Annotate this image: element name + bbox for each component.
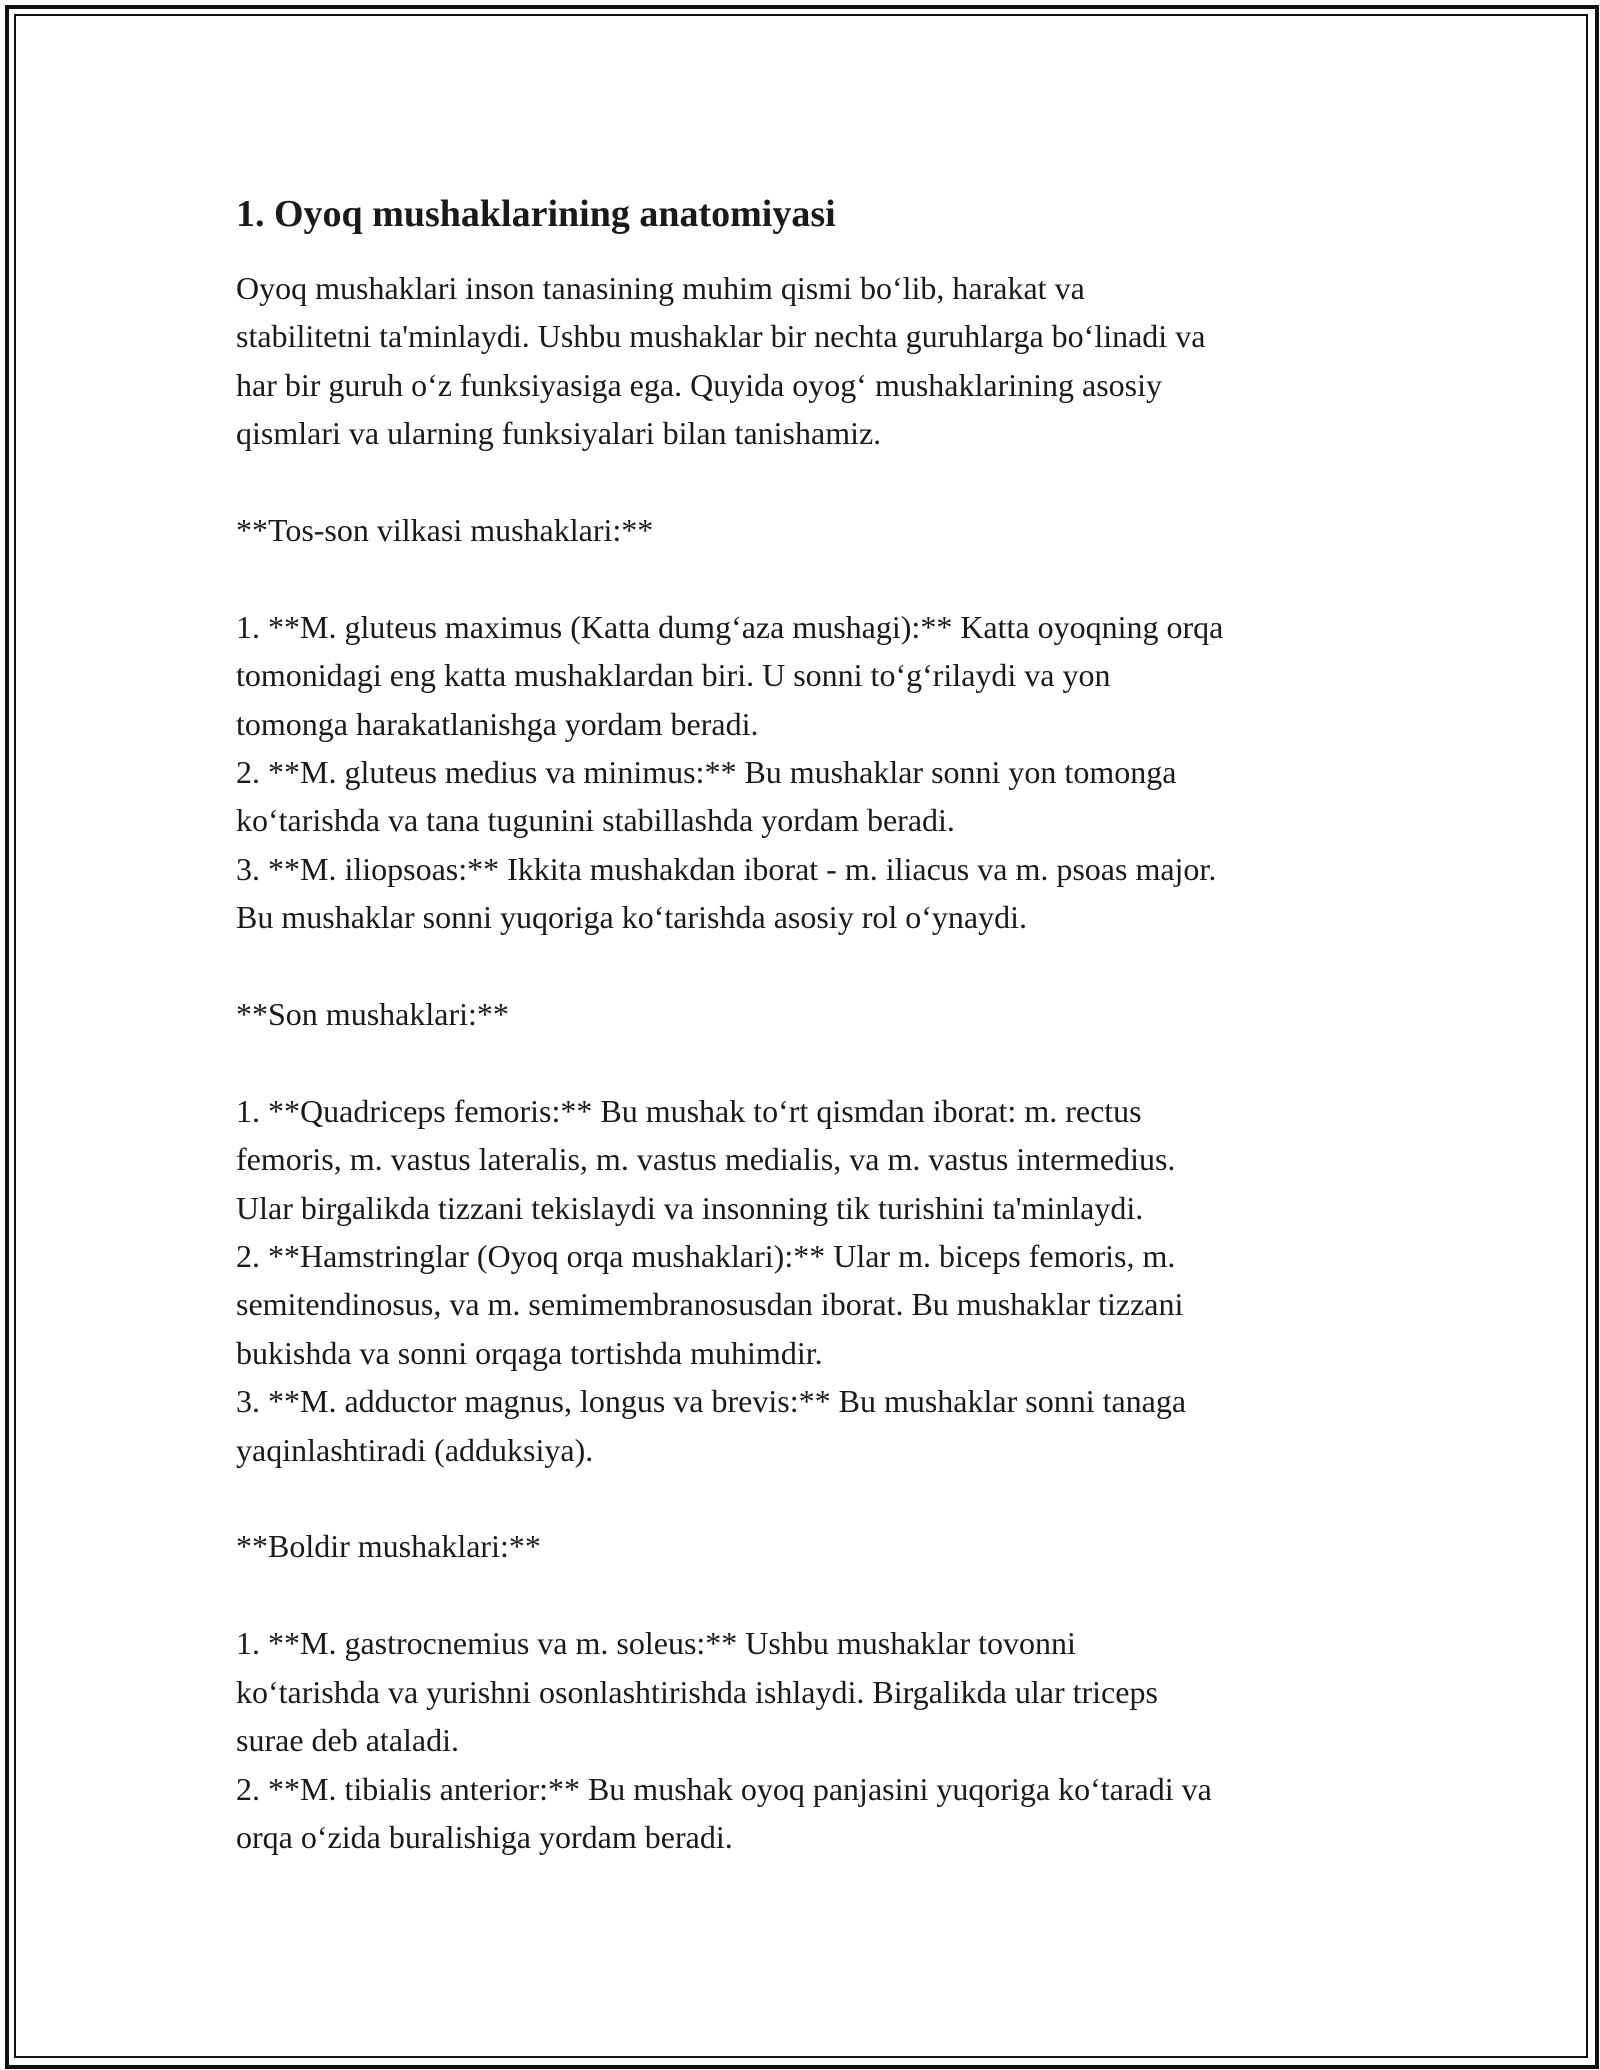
list-line: 1. **M. gluteus maximus (Katta dumg‘aza mushagi):** Katta oyoqning orqa — [236, 608, 1224, 645]
list-line: 2. **M. tibialis anterior:** Bu mushak oyoq panjasini yuqoriga ko‘taradi va — [236, 1770, 1212, 1807]
list-line: 3. **M. adductor magnus, longus va brevis:** Bu mushaklar sonni tanaga — [236, 1383, 1187, 1420]
spacer — [236, 1571, 1376, 1619]
document-body — [236, 186, 1376, 1861]
list-line: 3. **M. iliopsoas:** Ikkita mushakdan iborat - m. iliacus va m. psoas major. — [236, 850, 1217, 887]
section-heading: **Boldir mushaklari:** — [236, 1528, 541, 1565]
list-line: tomonidagi eng katta mushaklardan biri. U sonni to‘g‘rilaydi va yon — [236, 657, 1111, 694]
spacer — [236, 554, 1376, 602]
section-calf-muscles — [236, 1522, 1376, 1861]
intro-paragraph — [236, 264, 1376, 458]
list-line: surae deb ataladi. — [236, 1722, 459, 1759]
list-line: tomonga harakatlanishga yordam beradi. — [236, 705, 759, 742]
list-line: ko‘tarishda va tana tugunini stabillashda yordam beradi. — [236, 802, 955, 839]
page-title: 1. Oyoq mushaklarining anatomiyasi — [236, 193, 836, 235]
list-line: yaqinlashtiradi (adduksiya). — [236, 1431, 594, 1468]
spacer — [236, 458, 1376, 506]
section-thigh-muscles — [236, 990, 1376, 1474]
list-line: Bu mushaklar sonni yuqoriga ko‘tarishda asosiy rol o‘ynaydi. — [236, 899, 1027, 936]
section-heading: **Tos-son vilkasi mushaklari:** — [236, 512, 654, 549]
section-pelvic-muscles — [236, 506, 1376, 942]
list-line: orqa o‘zida buralishiga yordam beradi. — [236, 1818, 733, 1855]
intro-line: Oyoq mushaklari inson tanasining muhim qismi bo‘lib, harakat va — [236, 270, 1085, 306]
list-line: ko‘tarishda va yurishni osonlashtirishda ishlaydi. Birgalikda ular triceps — [236, 1673, 1158, 1710]
list-line: semitendinosus, va m. semimembranosusdan iborat. Bu mushaklar tizzani — [236, 1286, 1184, 1323]
spacer — [236, 1474, 1376, 1522]
intro-line: stabilitetni ta'minlaydi. Ushbu mushaklar bir nechta guruhlarga bo‘linadi va — [236, 318, 1206, 355]
spacer — [236, 1038, 1376, 1086]
intro-line: qismlari va ularning funksiyalari bilan tanishamiz. — [236, 415, 882, 452]
list-line: 1. **Quadriceps femoris:** Bu mushak to‘rt qismdan iborat: m. rectus — [236, 1092, 1142, 1129]
section-heading: **Son mushaklari:** — [236, 996, 509, 1033]
list-line: bukishda va sonni orqaga tortishda muhimdir. — [236, 1334, 823, 1371]
list-line: femoris, m. vastus lateralis, m. vastus medialis, va m. vastus intermedius. — [236, 1141, 1176, 1178]
list-line: Ular birgalikda tizzani tekislaydi va insonning tik turishini ta'minlaydi. — [236, 1189, 1144, 1226]
list-line: 1. **M. gastrocnemius va m. soleus:** Ushbu mushaklar tovonni — [236, 1625, 1076, 1662]
spacer — [236, 942, 1376, 990]
list-line: 2. **M. gluteus medius va minimus:** Bu mushaklar sonni yon tomonga — [236, 754, 1177, 791]
intro-line: har bir guruh o‘z funksiyasiga ega. Quyida oyog‘ mushaklarining asosiy — [236, 366, 1163, 403]
list-line: 2. **Hamstringlar (Oyoq orqa mushaklari):** Ular m. biceps femoris, m. — [236, 1238, 1176, 1275]
